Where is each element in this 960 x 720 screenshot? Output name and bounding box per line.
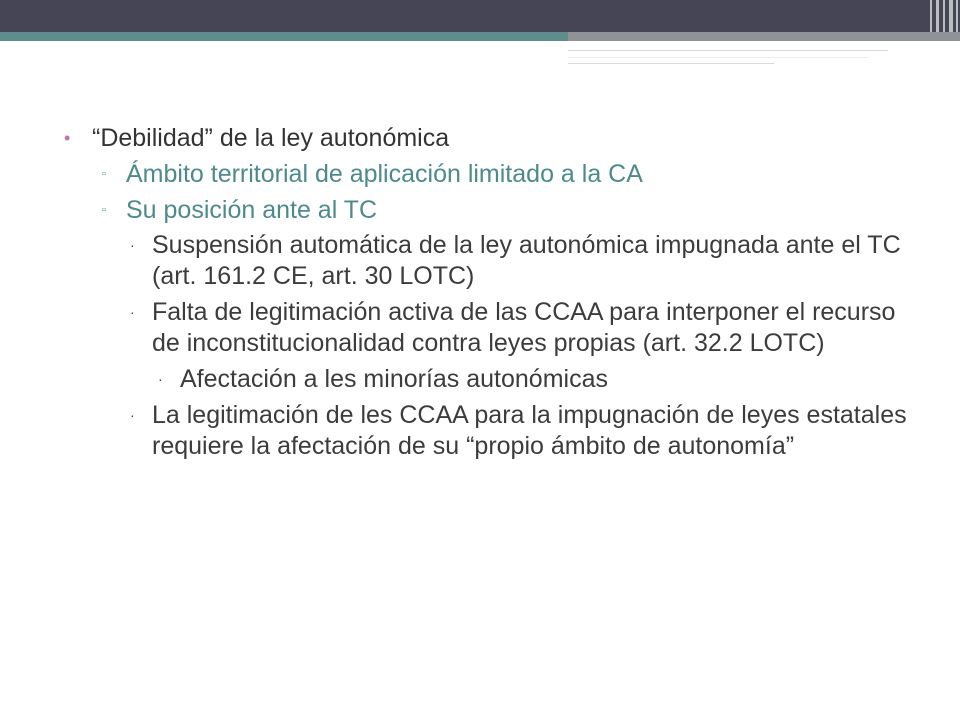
bullet-dot-icon: • [64, 128, 71, 148]
bullet-square-icon: ▫ [102, 204, 106, 216]
banner-edge-line [943, 0, 945, 32]
bullet-level2 [64, 194, 914, 226]
bullet-text: Ámbito territorial de aplicación limitado a la CA [126, 160, 643, 188]
bullet-level1 [64, 122, 914, 154]
bullet-level2 [64, 158, 914, 190]
bullet-level3 [64, 400, 914, 462]
decorative-line [568, 50, 888, 51]
banner-edge-line [930, 0, 932, 32]
banner-edge-line [956, 0, 958, 32]
bullet-text: Afectación a les minorías autonómicas [180, 365, 608, 393]
banner-edge-line [936, 0, 939, 32]
banner-edge-line [949, 0, 953, 32]
bullet-square-icon: ▫ [102, 168, 106, 180]
slide-body [64, 122, 914, 467]
bullet-dot-icon: · [158, 371, 163, 387]
accent-stripe-grey [568, 32, 960, 41]
bullet-level3 [64, 230, 914, 292]
bullet-level4 [64, 364, 914, 395]
bullet-text: Suspensión automática de la ley autonómica impugnada ante el TC (art. 161.2 CE, art. 30 LOTC) [152, 231, 901, 290]
bullet-dot-icon: · [130, 407, 135, 423]
bullet-text: Falta de legitimación activa de las CCAA para interponer el recurso de inconstitucionalidad contra leyes propias (art. 32.2 LOTC) [152, 298, 896, 357]
bullet-level3 [64, 297, 914, 359]
bullet-dot-icon: · [130, 304, 135, 320]
bullet-text: “Debilidad” de la ley autonómica [92, 124, 450, 152]
decorative-line [568, 57, 868, 58]
accent-stripe-teal [0, 32, 568, 41]
bullet-text: La legitimación de les CCAA para la impugnación de leyes estatales requiere la afectación de su “propio ámbito de autonomía” [152, 401, 907, 460]
bullet-dot-icon: · [130, 237, 135, 253]
top-banner [0, 0, 960, 32]
bullet-text: Su posición ante al TC [126, 196, 378, 224]
decorative-line [568, 63, 774, 64]
